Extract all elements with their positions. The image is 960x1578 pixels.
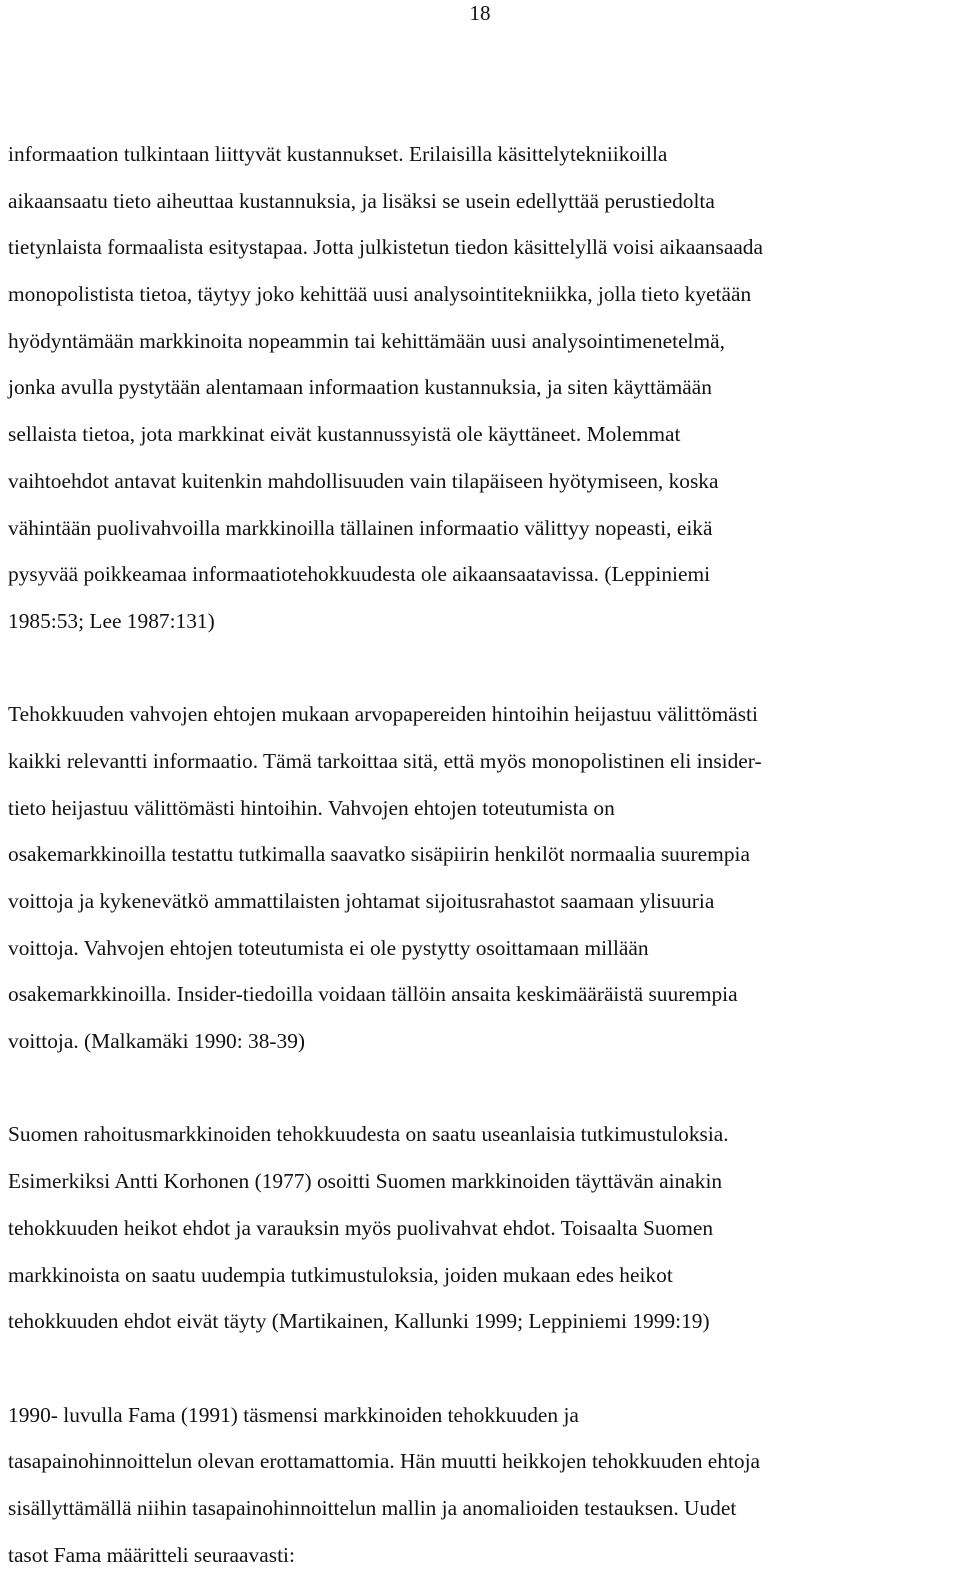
text-line: Tehokkuuden vahvojen ehtojen mukaan arvopapereiden hintoihin heijastuu välittömästi xyxy=(8,702,758,727)
text-line: hyödyntämään markkinoita nopeammin tai kehittämään uusi analysointimenetelmä, xyxy=(8,328,725,353)
text-line: markkinoista on saatu uudempia tutkimustuloksia, joiden mukaan edes heikot xyxy=(8,1262,673,1287)
text-line: vaihtoehdot antavat kuitenkin mahdollisuuden vain tilapäiseen hyötymiseen, koska xyxy=(8,468,719,493)
text-line: 1990- luvulla Fama (1991) täsmensi markkinoiden tehokkuuden ja xyxy=(8,1402,579,1427)
paragraph-4 xyxy=(8,1392,956,1578)
text-line: informaation tulkintaan liittyvät kustannukset. Erilaisilla käsittelytekniikoilla xyxy=(8,142,668,166)
text-line: voittoja. (Malkamäki 1990: 38-39) xyxy=(8,1029,306,1054)
text-line: jonka avulla pystytään alentamaan informaation kustannuksia, ja siten käyttämään xyxy=(8,375,712,400)
text-line: tieto heijastuu välittömästi hintoihin. Vahvojen ehtojen toteutumista on xyxy=(8,795,615,820)
paragraph-3 xyxy=(8,1111,956,1344)
text-line: osakemarkkinoilla testattu tutkimalla saavatko sisäpiirin henkilöt normaalia suurempia xyxy=(8,842,750,867)
text-line: voittoja ja kykenevätkö ammattilaisten johtamat sijoitusrahastot saamaan ylisuuria xyxy=(8,889,715,913)
text-line: tasapainohinnoittelun olevan erottamattomia. Hän muutti heikkojen tehokkuuden ehtoja xyxy=(8,1449,761,1474)
text-line: Esimerkiksi Antti Korhonen (1977) osoitti Suomen markkinoiden täyttävän ainakin xyxy=(8,1169,723,1194)
text-line: vähintään puolivahvoilla markkinoilla tällainen informaatio välittyy nopeasti, eikä xyxy=(8,515,713,540)
paragraph-1 xyxy=(8,131,956,645)
text-line: voittoja. Vahvojen ehtojen toteutumista ei ole pystytty osoittamaan millään xyxy=(8,935,649,960)
text-line: tietynlaista formaalista esitystapaa. Jotta julkistetun tiedon käsittelyllä voisi aikaansaada xyxy=(8,235,764,260)
body-text xyxy=(8,131,956,1578)
text-line: tehokkuuden ehdot eivät täyty (Martikainen, Kallunki 1999; Leppiniemi 1999:19) xyxy=(8,1309,710,1334)
text-line: sisällyttämällä niihin tasapainohinnoittelun mallin ja anomalioiden testauksen. Uudet xyxy=(8,1495,737,1520)
text-line: monopolistista tietoa, täytyy joko kehittää uusi analysointitekniikka, jolla tieto kyetään xyxy=(8,282,752,307)
text-line: sellaista tietoa, jota markkinat eivät kustannussyistä ole käyttäneet. Molemmat xyxy=(8,422,681,447)
text-line: pysyvää poikkeamaa informaatiotehokkuudesta ole aikaansaatavissa. (Leppiniemi xyxy=(8,562,711,587)
text-line: osakemarkkinoilla. Insider-tiedoilla voidaan tällöin ansaita keskimääräistä suurempia xyxy=(8,982,738,1007)
text-line: kaikki relevantti informaatio. Tämä tarkoittaa sitä, että myös monopolistinen eli insider- xyxy=(8,748,762,773)
text-line: tasot Fama määritteli seuraavasti: xyxy=(8,1542,295,1567)
page-number: 18 xyxy=(469,1,491,25)
text-line: Suomen rahoitusmarkkinoiden tehokkuudesta on saatu useanlaisia tutkimustuloksia. xyxy=(8,1122,729,1147)
text-line: 1985:53; Lee 1987:131) xyxy=(8,608,215,633)
text-line: aikaansaatu tieto aiheuttaa kustannuksia, ja lisäksi se usein edellyttää perustiedolta xyxy=(8,188,715,213)
paragraph-2 xyxy=(8,691,956,1065)
text-line: tehokkuuden heikot ehdot ja varauksin myös puolivahvat ehdot. Toisaalta Suomen xyxy=(8,1215,714,1240)
